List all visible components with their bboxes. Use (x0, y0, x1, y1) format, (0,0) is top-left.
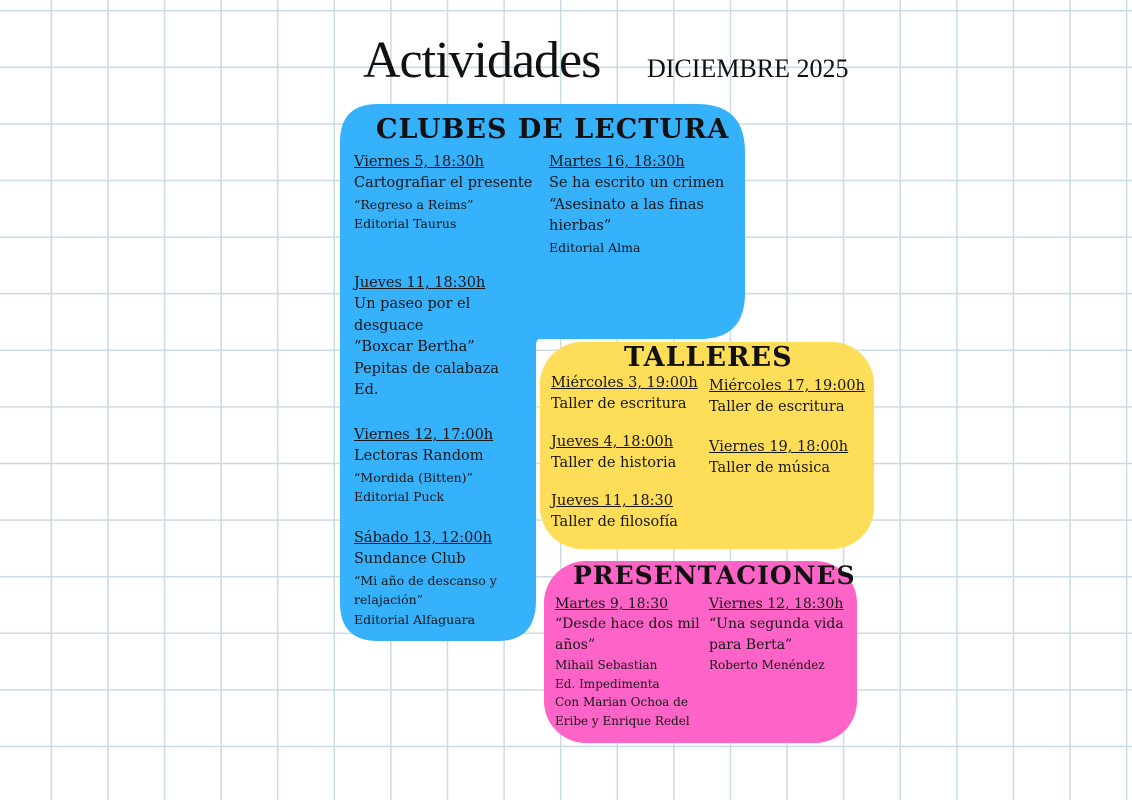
event-date: Viernes 12, 17:00h (354, 427, 494, 443)
event-title: Sundance Club (354, 551, 466, 567)
club-event (354, 151, 534, 234)
event-publisher: Editorial Alfaguara (354, 611, 476, 627)
event-date: Viernes 5, 18:30h (354, 154, 484, 170)
event-publisher: Editorial Puck (354, 489, 445, 504)
event-author: Mihail Sebastian (555, 658, 658, 672)
event-book: “Regreso a Reims” (354, 196, 474, 212)
taller-event (551, 372, 698, 416)
taller-event (551, 490, 678, 534)
event-title: “Una segunda vida para Berta” (709, 616, 844, 653)
event-title: Cartografiar el presente (354, 175, 533, 191)
event-book: “Mi año de descanso y relajación” (354, 572, 497, 607)
event-book: “Boxcar Bertha” Pepitas de calabaza Ed. (354, 339, 499, 398)
event-date: Martes 9, 18:30 (555, 596, 669, 612)
club-event (354, 272, 524, 402)
event-date: Viernes 19, 18:00h (709, 439, 849, 455)
event-publisher: Editorial Taurus (354, 216, 457, 231)
taller-event (709, 436, 848, 480)
event-date: Jueves 11, 18:30h (354, 275, 486, 291)
event-date: Jueves 4, 18:00h (551, 434, 674, 450)
event-title: “Desde hace dos mil años” (555, 616, 700, 653)
club-event (354, 424, 534, 507)
clubs-heading: CLUBES DE LECTURA (376, 114, 730, 145)
event-title: Se ha escrito un crimen (549, 175, 725, 191)
page-title: Actividades (363, 32, 601, 89)
presentacion-event (709, 594, 854, 675)
event-title: Taller de música (709, 460, 830, 476)
event-publisher: Editorial Alma (549, 239, 641, 255)
taller-event (709, 375, 865, 419)
club-event (354, 527, 530, 629)
taller-event (551, 431, 676, 475)
event-book: “Mordida (Bitten)” (354, 469, 473, 485)
presentacion-event (555, 594, 705, 730)
event-title: Lectoras Random (354, 448, 484, 464)
talleres-heading: TALLERES (624, 342, 793, 373)
club-event (549, 151, 734, 257)
event-title: Taller de filosofía (551, 514, 678, 530)
event-date: Viernes 12, 18:30h (709, 596, 844, 612)
event-title: Taller de historia (551, 455, 677, 471)
event-date: Martes 16, 18:30h (549, 154, 685, 170)
presentaciones-heading: PRESENTACIONES (573, 561, 856, 590)
event-author: Roberto Menéndez (709, 658, 825, 672)
event-title: Taller de escritura (551, 396, 687, 412)
event-publisher: Ed. Impedimenta (555, 676, 660, 691)
month-label: DICIEMBRE 2025 (647, 54, 849, 83)
event-title: Taller de escritura (709, 399, 845, 415)
event-date: Sábado 13, 12:00h (354, 530, 492, 546)
event-guests: Con Marian Ochoa de Eribe y Enrique Redel (555, 695, 690, 728)
event-title: Un paseo por el desguace (354, 296, 471, 334)
event-date: Jueves 11, 18:30 (551, 493, 674, 509)
event-date: Miércoles 3, 19:00h (551, 375, 698, 391)
event-book: “Asesinato a las finas hierbas” (549, 196, 704, 234)
event-date: Miércoles 17, 19:00h (709, 378, 865, 394)
